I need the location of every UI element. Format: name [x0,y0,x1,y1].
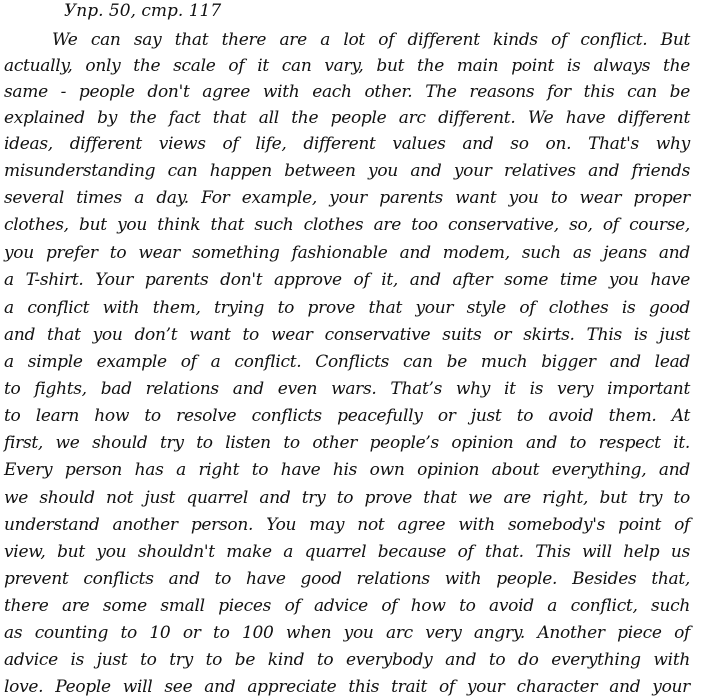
text-line: we should not just quarrel and try to prove that we are right, but try to [4,488,690,508]
text-line: you prefer to wear something fashionable and modem, such as jeans and [4,243,690,263]
text-line: a T-shirt. Your parents don't approve of it, and after some time you have [4,270,690,290]
text-line: clothes, but you think that such clothes are too conservative, so, of course, [4,215,690,235]
text-line: and that you don’t want to wear conservative suits or skirts. This is just [4,325,690,345]
text-line: to learn how to resolve conflicts peacefully or just to avoid them. At [4,406,690,426]
text-line: as counting to 10 or to 100 when you arc very angry. Another piece of [4,623,690,643]
text-line: a simple example of a conflict. Conflicts can be much bigger and lead [4,352,690,372]
text-line: several times a day. For example, your parents want you to wear proper [4,188,690,208]
text-line: actually, only the scale of it can vary, but the main point is always the [4,56,690,76]
text-line: misunderstanding can happen between you and your relatives and friends [4,161,690,181]
text-line: love. People will see and appreciate this trait of your character and your [4,677,690,697]
text-line: ideas, different views of life, different values and so on. That's why [4,134,690,154]
text-line: understand another person. You may not agree with somebody's point of [4,515,690,535]
text-line: Every person has a right to have his own opinion about everything, and [4,460,690,480]
text-line: advice is just to try to be kind to everybody and to do everything with [4,650,690,670]
text-line: to fights, bad relations and even wars. That’s why it is very important [4,379,690,399]
text-line: prevent conflicts and to have good relations with people. Besides that, [4,569,690,589]
text-line: there are some small pieces of advice of how to avoid a conflict, such [4,596,690,616]
text-line: view, but you shouldn't make a quarrel because of that. This will help us [4,542,690,562]
text-line: explained by the fact that all the people arc different. We have different [4,108,690,128]
text-line: a conflict with them, trying to prove that your style of clothes is good [4,298,690,318]
text-line: same - people don't agree with each other. The reasons for this can be [4,82,690,102]
exercise-reference: Упр. 50, стр. 117 [64,1,222,21]
text-line: first, we should try to listen to other people’s opinion and to respect it. [4,433,690,453]
text-line: We can say that there are a lot of different kinds of conflict. But [52,30,690,50]
